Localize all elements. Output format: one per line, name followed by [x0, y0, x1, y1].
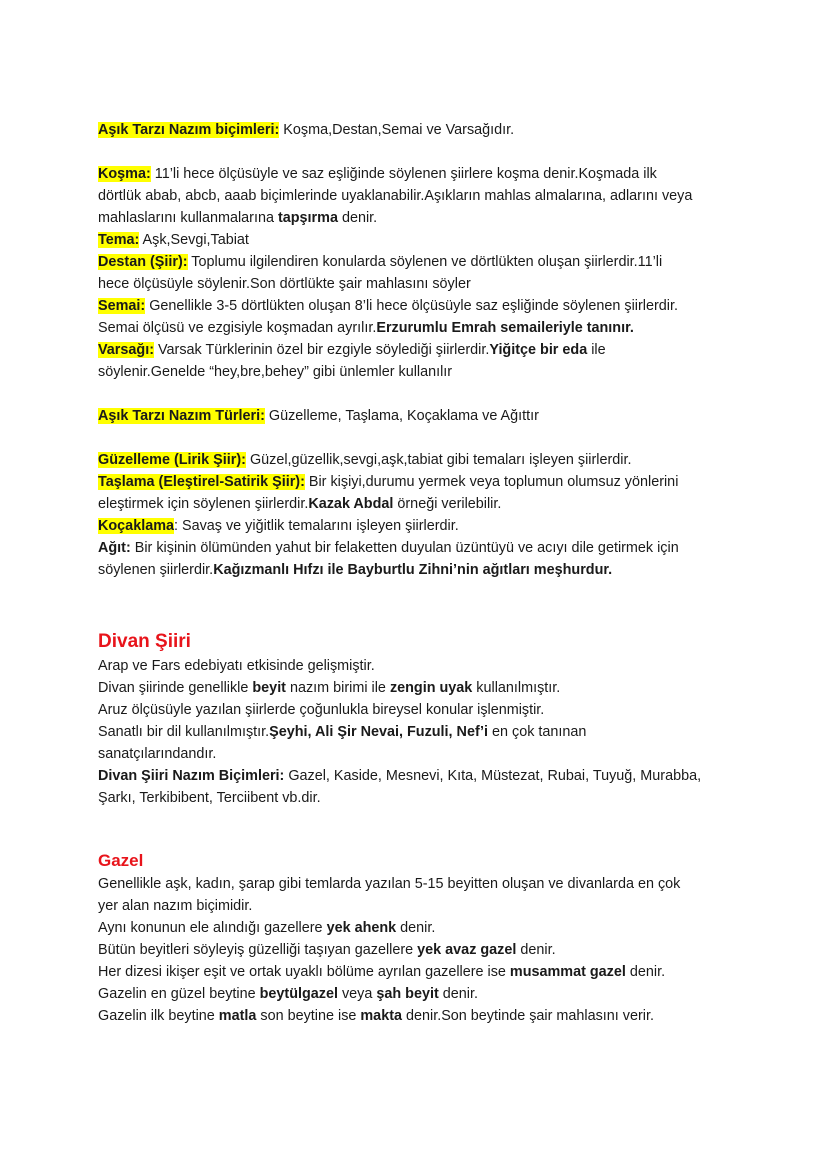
asik-tur-line [98, 405, 738, 427]
divan-line-2 [98, 677, 738, 699]
text: Gazelin en güzel beytine [98, 986, 260, 1002]
text: örneği verilebilir. [393, 496, 502, 512]
bold-label: Divan Şiiri Nazım Biçimleri: [98, 768, 285, 784]
text: denir. [396, 920, 436, 936]
taslama-line-1 [98, 471, 738, 493]
bold-term: yek avaz gazel [417, 942, 517, 958]
text: söylenen şiirlerdir. [98, 562, 214, 578]
divan-bicim-line-1 [98, 765, 738, 787]
divan-heading: Divan Şiiri [98, 631, 191, 652]
highlight-label: Güzelleme (Lirik Şiir): [98, 452, 246, 468]
text: ile [587, 342, 606, 358]
text: veya [337, 986, 377, 1002]
semai-line-1 [98, 295, 738, 317]
text: Koşma,Destan,Semai ve Varsağıdır. [279, 122, 515, 138]
bold-term: zengin uyak [389, 680, 473, 696]
text: denir. [438, 986, 478, 1002]
highlight-label: Semai: [98, 298, 146, 314]
text: en çok tanınan [488, 724, 587, 740]
bold-term: şah beyit [376, 986, 439, 1002]
guzelleme-line [98, 449, 738, 471]
text: Güzelleme, Taşlama, Koçaklama ve Ağıttır [264, 408, 539, 424]
divan-line-5: sanatçılarındandır. [98, 746, 217, 762]
asik-bicim-line [98, 119, 738, 141]
bold-term: Erzurumlu Emrah semaileriyle tanınır. [376, 320, 634, 336]
destan-line-1 [98, 251, 738, 273]
text: denir. [625, 964, 666, 980]
spacer [98, 581, 738, 627]
gazel-line-5 [98, 961, 738, 983]
semai-line-2 [98, 317, 738, 339]
tema-line [98, 229, 738, 251]
text: Semai ölçüsü ve ezgisiyle koşmadan ayrılır. [98, 320, 377, 336]
gazel-heading: Gazel [98, 851, 144, 870]
text: denir.Son beytinde şair mahlasını verir. [402, 1008, 654, 1024]
destan-line-2: hece ölçüsüyle söylenir.Son dörtlükte şair mahlasını söyler [98, 276, 471, 292]
bold-label: Ağıt: [98, 540, 131, 556]
gazel-line-4 [98, 939, 738, 961]
text: Toplumu ilgilendiren konularda söylenen ve dörtlükten oluşan şiirlerdir.11’li [187, 254, 663, 270]
text: 11’li hece ölçüsüyle ve saz eşliğinde söylenen şiirlere koşma denir.Koşmada ilk [150, 166, 657, 182]
kosma-line-1 [98, 163, 738, 185]
bold-term: Şeyhi, Ali Şir Nevai, Fuzuli, Nef’i [269, 724, 488, 740]
kocaklama-line [98, 515, 738, 537]
divan-line-4 [98, 721, 738, 743]
gazel-line-2: yer alan nazım biçimidir. [98, 898, 253, 914]
spacer [98, 141, 738, 163]
bold-term: beyit [252, 680, 286, 696]
text: son beytine ise [256, 1008, 361, 1024]
bold-term: Yiğitçe bir eda [489, 342, 588, 358]
kosma-line-2: dörtlük abab, abcb, aaab biçimlerinde uyaklanabilir.Aşıkların mahlas almalarına, adlarını veya [98, 188, 693, 204]
bold-term: yek ahenk [326, 920, 397, 936]
text: Sanatlı bir dil kullanılmıştır. [98, 724, 270, 740]
bold-term: matla [218, 1008, 257, 1024]
spacer [98, 427, 738, 449]
gazel-line-6 [98, 983, 738, 1005]
text: Aşk,Sevgi,Tabiat [139, 232, 249, 248]
document-content [98, 119, 738, 1027]
highlight-label: Taşlama (Eleştirel-Satirik Şiir): [98, 474, 305, 490]
varsagi-line-1 [98, 339, 738, 361]
highlight-label: Koçaklama [98, 518, 174, 534]
highlight-label: Varsağı: [98, 342, 154, 358]
highlight-label: Koşma: [98, 166, 151, 182]
highlight-label: Aşık Tarzı Nazım Türleri: [98, 408, 265, 424]
text: Varsak Türklerinin özel bir ezgiyle söylediği şiirlerdir. [154, 342, 490, 358]
text: Genellikle 3-5 dörtlükten oluşan 8’li hece ölçüsüyle saz eşliğinde söylenen şiirlerdir. [145, 298, 678, 314]
text: Aynı konunun ele alındığı gazellere [98, 920, 327, 936]
text: Bir kişiyi,durumu yermek veya toplumun olumsuz yönlerini [304, 474, 679, 490]
divan-bicim-line-2: Şarkı, Terkibibent, Terciibent vb.dir. [98, 790, 321, 806]
spacer [98, 809, 738, 849]
bold-term: musammat gazel [509, 964, 626, 980]
text: kullanılmıştır. [472, 680, 561, 696]
bold-term: Kağızmanlı Hıfzı ile Bayburtlu Zihni’nin ağıtları meşhurdur. [213, 562, 613, 578]
text: Her dizesi ikişer eşit ve ortak uyaklı bölüme ayrılan gazellere ise [98, 964, 510, 980]
text: Divan şiirinde genellikle [98, 680, 253, 696]
divan-line-1: Arap ve Fars edebiyatı etkisinde gelişmiştir. [98, 658, 375, 674]
text: Bütün beyitleri söyleyiş güzelliği taşıyan gazellere [98, 942, 418, 958]
text: Gazelin ilk beytine [98, 1008, 219, 1024]
highlight-label: Destan (Şiir): [98, 254, 188, 270]
varsagi-line-2: söylenir.Genelde “hey,bre,behey” gibi ünlemler kullanılır [98, 364, 453, 380]
text: nazım birimi ile [285, 680, 390, 696]
taslama-line-2 [98, 493, 738, 515]
text: Bir kişinin ölümünden yahut bir felaketten duyulan üzüntüyü ve acıyı dile getirmek için [130, 540, 679, 556]
text: eleştirmek için söylenen şiirlerdir. [98, 496, 309, 512]
bold-term: tapşırma [277, 210, 338, 226]
text: denir. [516, 942, 556, 958]
text: Gazel, Kaside, Mesnevi, Kıta, Müstezat, Rubai, Tuyuğ, Murabba, [284, 768, 702, 784]
bold-term: Kazak Abdal [308, 496, 394, 512]
highlight-label: Aşık Tarzı Nazım biçimleri: [98, 122, 280, 138]
kosma-line-3 [98, 207, 738, 229]
gazel-line-1: Genellikle aşk, kadın, şarap gibi temlarda yazılan 5-15 beyitten oluşan ve divanlarda en çok [98, 876, 681, 892]
spacer [98, 383, 738, 405]
text: Güzel,güzellik,sevgi,aşk,tabiat gibi temaları işleyen şiirlerdir. [245, 452, 632, 468]
text: denir. [337, 210, 378, 226]
agit-line-2 [98, 559, 738, 581]
agit-line-1 [98, 537, 738, 559]
gazel-line-3 [98, 917, 738, 939]
bold-term: beytülgazel [259, 986, 338, 1002]
text: mahlaslarını kullanmalarına [98, 210, 278, 226]
divan-line-3: Aruz ölçüsüyle yazılan şiirlerde çoğunlukla bireysel konular işlenmiştir. [98, 702, 545, 718]
gazel-line-7 [98, 1005, 738, 1027]
bold-term: makta [360, 1008, 402, 1024]
highlight-label: Tema: [98, 232, 140, 248]
text: : Savaş ve yiğitlik temalarını işleyen şiirlerdir. [174, 518, 459, 534]
